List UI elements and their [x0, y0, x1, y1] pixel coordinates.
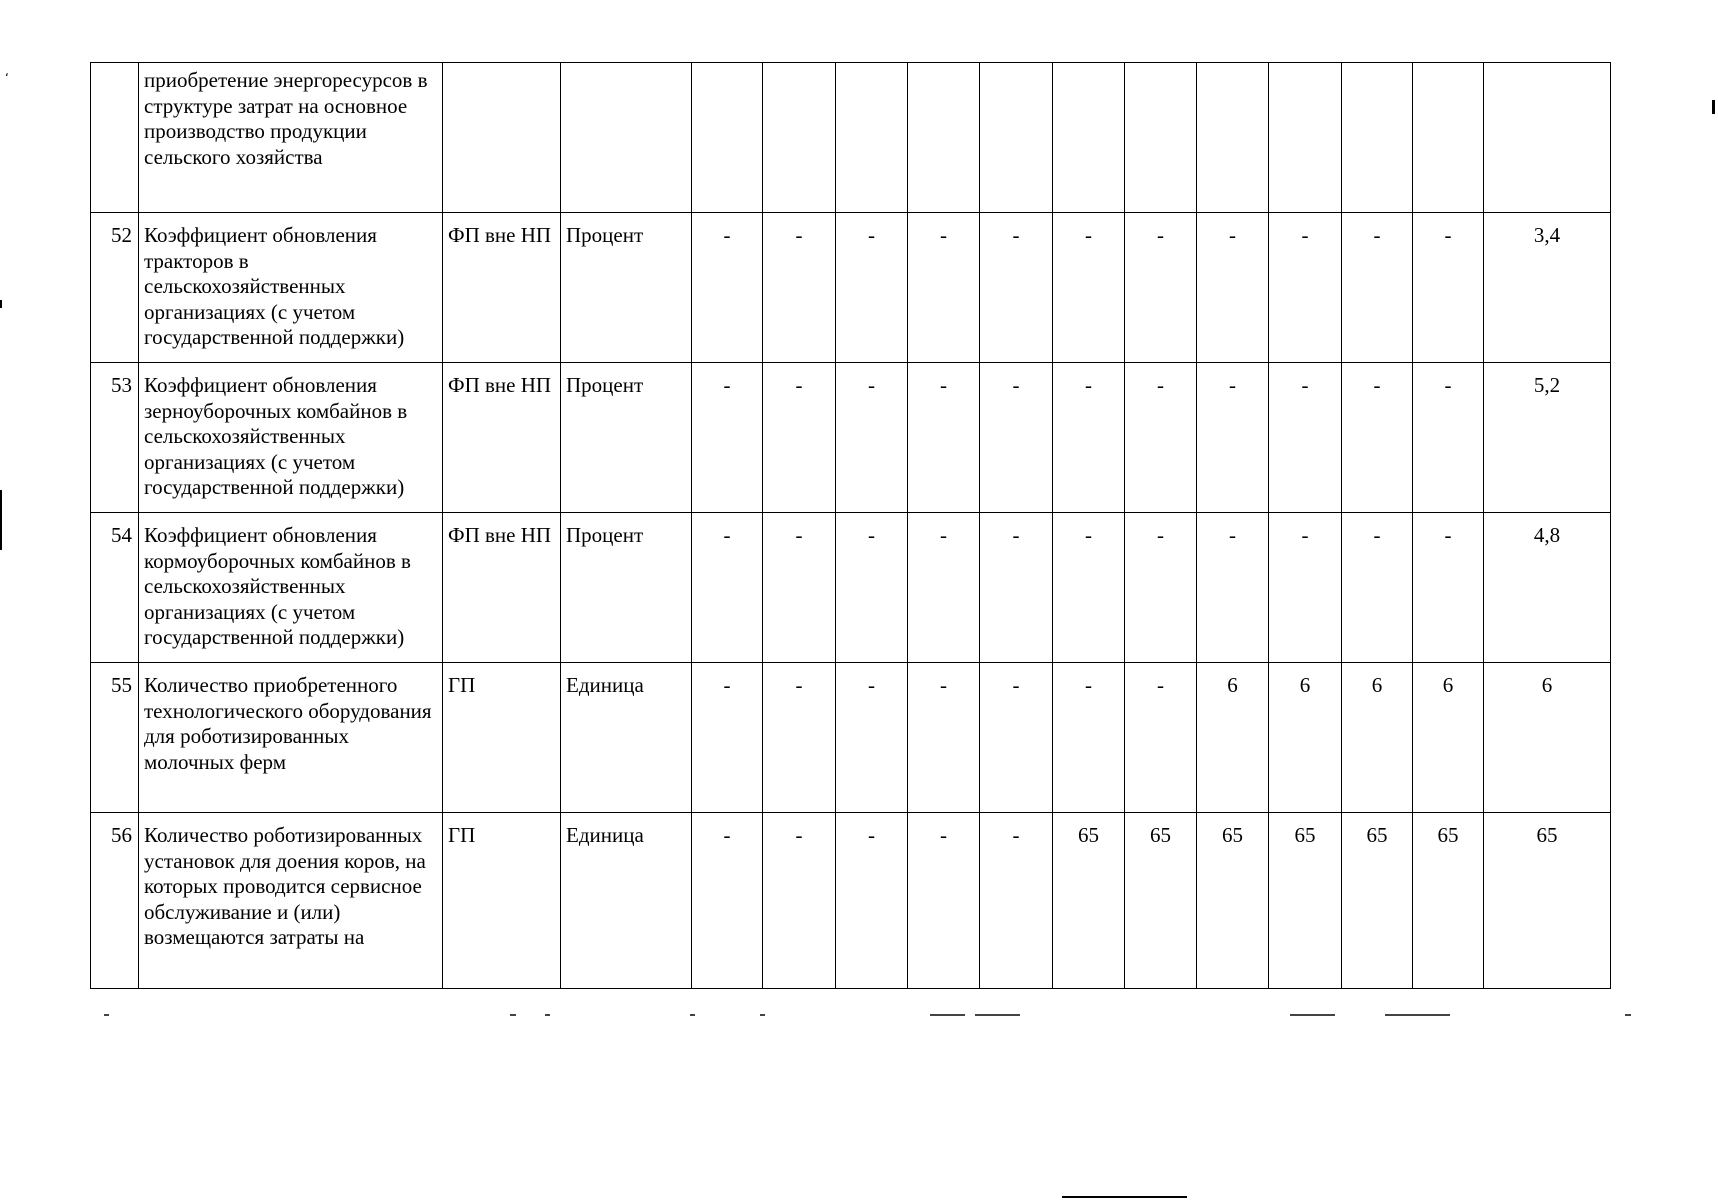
- unit-cell: Единица: [561, 663, 692, 813]
- scan-dash: [1385, 1014, 1450, 1016]
- value-cell: -: [908, 813, 980, 989]
- scan-edge-mark: [0, 300, 2, 308]
- value-cell: -: [1269, 513, 1342, 663]
- value-cell: -: [980, 513, 1053, 663]
- value-cell: -: [692, 363, 763, 513]
- value-cell: [763, 63, 836, 213]
- value-cell: -: [908, 363, 980, 513]
- row-number-cell: 56: [91, 813, 139, 989]
- value-cell: -: [1125, 213, 1197, 363]
- total-value-cell: 65: [1484, 813, 1611, 989]
- value-cell: 6: [1342, 663, 1413, 813]
- value-cell: -: [692, 213, 763, 363]
- indicator-level-cell: ФП вне НП: [443, 213, 561, 363]
- value-cell: -: [836, 663, 908, 813]
- indicator-level-cell: ГП: [443, 813, 561, 989]
- scan-dash: [1625, 1014, 1631, 1016]
- value-cell: -: [836, 813, 908, 989]
- indicator-level-cell: ГП: [443, 663, 561, 813]
- indicator-level-cell: [443, 63, 561, 213]
- value-cell: -: [980, 663, 1053, 813]
- value-cell: 65: [1269, 813, 1342, 989]
- row-number-cell: 54: [91, 513, 139, 663]
- scan-edge-mark: [0, 490, 2, 550]
- value-cell: -: [1413, 213, 1484, 363]
- value-cell: -: [763, 213, 836, 363]
- value-cell: [692, 63, 763, 213]
- value-cell: -: [1053, 363, 1125, 513]
- scan-dash: [690, 1014, 695, 1016]
- scan-dash: [930, 1014, 965, 1016]
- indicator-name-cell: Количество роботизированных установок для доения коров, на которых проводится сервисное обслуживание и (или) возмещаются затраты на: [139, 813, 443, 989]
- value-cell: -: [1342, 363, 1413, 513]
- total-value-cell: [1484, 63, 1611, 213]
- value-cell: 6: [1413, 663, 1484, 813]
- indicator-level-cell: ФП вне НП: [443, 363, 561, 513]
- value-cell: -: [763, 513, 836, 663]
- value-cell: -: [692, 813, 763, 989]
- value-cell: -: [908, 513, 980, 663]
- value-cell: -: [763, 363, 836, 513]
- scan-dash: [545, 1014, 550, 1016]
- row-number-cell: 55: [91, 663, 139, 813]
- value-cell: [1197, 63, 1269, 213]
- table-body: [91, 63, 1611, 989]
- value-cell: -: [692, 513, 763, 663]
- table-row: [91, 513, 1611, 663]
- value-cell: -: [692, 663, 763, 813]
- value-cell: -: [980, 363, 1053, 513]
- unit-cell: Единица: [561, 813, 692, 989]
- value-cell: -: [1197, 213, 1269, 363]
- value-cell: -: [1125, 363, 1197, 513]
- value-cell: 65: [1342, 813, 1413, 989]
- value-cell: [1053, 63, 1125, 213]
- value-cell: -: [980, 813, 1053, 989]
- value-cell: 65: [1125, 813, 1197, 989]
- scan-dash: [975, 1014, 1020, 1016]
- value-cell: 6: [1269, 663, 1342, 813]
- unit-cell: Процент: [561, 513, 692, 663]
- table-row: [91, 363, 1611, 513]
- value-cell: -: [836, 513, 908, 663]
- scan-dash: [760, 1014, 765, 1016]
- table-row: [91, 663, 1611, 813]
- value-cell: -: [836, 213, 908, 363]
- value-cell: -: [1125, 513, 1197, 663]
- value-cell: -: [1197, 363, 1269, 513]
- scan-edge-mark: [1712, 100, 1715, 114]
- scan-dash: [510, 1014, 516, 1016]
- value-cell: -: [1269, 363, 1342, 513]
- value-cell: [1413, 63, 1484, 213]
- scan-dash: [104, 1014, 109, 1016]
- value-cell: [836, 63, 908, 213]
- total-value-cell: 4,8: [1484, 513, 1611, 663]
- value-cell: 65: [1197, 813, 1269, 989]
- value-cell: -: [763, 813, 836, 989]
- value-cell: -: [908, 213, 980, 363]
- value-cell: 65: [1413, 813, 1484, 989]
- value-cell: -: [763, 663, 836, 813]
- value-cell: 6: [1197, 663, 1269, 813]
- value-cell: -: [1269, 213, 1342, 363]
- value-cell: -: [1197, 513, 1269, 663]
- indicator-name-cell: Коэффициент обновления кормоуборочных комбайнов в сельскохозяйственных организациях (с учетом государственной поддержки): [139, 513, 443, 663]
- indicator-name-cell: Коэффициент обновления зерноуборочных комбайнов в сельскохозяйственных организациях (с учетом государственной поддержки): [139, 363, 443, 513]
- value-cell: -: [1342, 213, 1413, 363]
- indicator-name-cell: Коэффициент обновления тракторов в сельскохозяйственных организациях (с учетом государственной поддержки): [139, 213, 443, 363]
- value-cell: -: [836, 363, 908, 513]
- total-value-cell: 6: [1484, 663, 1611, 813]
- row-number-cell: [91, 63, 139, 213]
- unit-cell: Процент: [561, 213, 692, 363]
- table-row: [91, 813, 1611, 989]
- value-cell: [908, 63, 980, 213]
- scan-dash: [1290, 1014, 1335, 1016]
- unit-cell: Процент: [561, 363, 692, 513]
- footer-rule: [1062, 1196, 1187, 1198]
- total-value-cell: 3,4: [1484, 213, 1611, 363]
- table-row: [91, 213, 1611, 363]
- value-cell: -: [1413, 513, 1484, 663]
- value-cell: -: [1342, 513, 1413, 663]
- value-cell: -: [1413, 363, 1484, 513]
- table-row: [91, 63, 1611, 213]
- value-cell: -: [1053, 513, 1125, 663]
- row-number-cell: 52: [91, 213, 139, 363]
- value-cell: -: [980, 213, 1053, 363]
- value-cell: [1269, 63, 1342, 213]
- indicator-name-cell: Количество приобретенного технологического оборудования для роботизированных молочных ферм: [139, 663, 443, 813]
- value-cell: [1125, 63, 1197, 213]
- value-cell: [980, 63, 1053, 213]
- scan-mark: ‘: [5, 71, 9, 85]
- indicator-name-cell: приобретение энергоресурсов в структуре затрат на основное производство продукции сельского хозяйства: [139, 63, 443, 213]
- value-cell: [1342, 63, 1413, 213]
- row-number-cell: 53: [91, 363, 139, 513]
- indicator-level-cell: ФП вне НП: [443, 513, 561, 663]
- total-value-cell: 5,2: [1484, 363, 1611, 513]
- value-cell: -: [1053, 213, 1125, 363]
- indicators-table: [90, 62, 1611, 989]
- value-cell: -: [1125, 663, 1197, 813]
- value-cell: -: [908, 663, 980, 813]
- unit-cell: [561, 63, 692, 213]
- value-cell: 65: [1053, 813, 1125, 989]
- value-cell: -: [1053, 663, 1125, 813]
